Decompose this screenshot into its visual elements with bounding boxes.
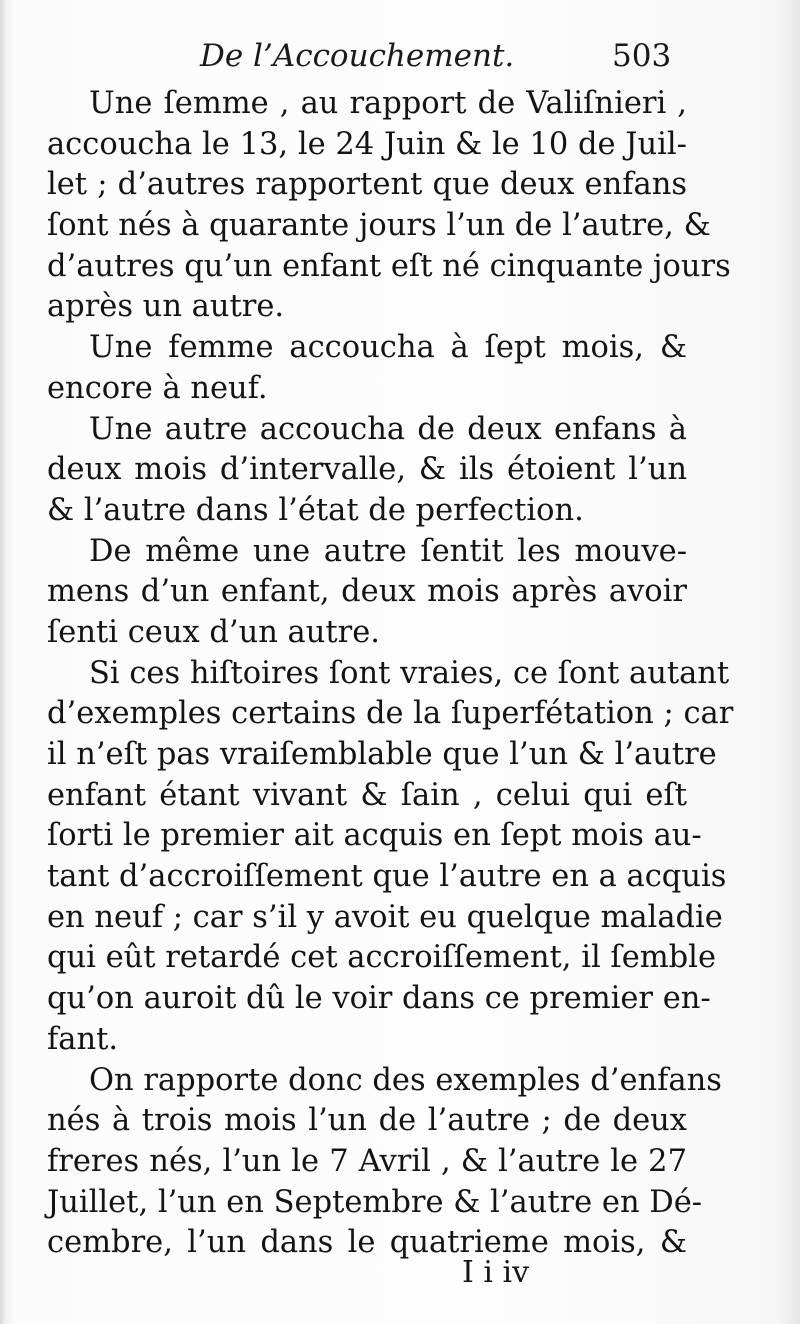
page-header bbox=[0, 38, 800, 88]
text-line: enfant étant vivant & ſain , celui qui eſt bbox=[47, 777, 687, 813]
text-line: après un autre. bbox=[47, 289, 285, 325]
text-line: fant. bbox=[47, 1021, 119, 1057]
text-line: d’exemples certains de la ſuperfétation ; car bbox=[47, 696, 734, 732]
text-line: mens d’un enfant, deux mois après avoir bbox=[47, 574, 687, 610]
text-line: Une femme accoucha à ſept mois, & bbox=[89, 330, 687, 366]
text-line: Une autre accoucha de deux enfans à bbox=[89, 411, 687, 447]
text-line: freres nés, l’un le 7 Avril , & l’autre le 27 bbox=[47, 1143, 687, 1179]
text-line: Si ces hiſtoires ſont vraies, ce ſont autant bbox=[89, 655, 730, 691]
text-line: De même une autre ſentit les mouve- bbox=[89, 533, 687, 569]
text-line: en neuf ; car s’il y avoit eu quelque maladie bbox=[47, 899, 723, 935]
text-line: deux mois d’intervalle, & ils étoient l’un bbox=[47, 452, 687, 488]
text-line: & l’autre dans l’état de perfection. bbox=[47, 492, 584, 528]
text-line: cembre, l’un dans le quatrieme mois, & bbox=[47, 1225, 687, 1261]
text-line: encore à neuf. bbox=[47, 370, 268, 406]
text-line: Une ſemme , au rapport de Valiſnieri , bbox=[89, 86, 687, 121]
text-line: ſont nés à quarante jours l’un de l’autre, & bbox=[47, 208, 711, 244]
body-text bbox=[47, 84, 734, 1264]
text-line: On rapporte donc des exemples d’enfans bbox=[89, 1062, 722, 1098]
text-line: qui eût retardé cet accroiſſement, il ſemble bbox=[47, 940, 716, 976]
text-line: Juillet, l’un en Septembre & l’autre en Dé- bbox=[47, 1184, 703, 1220]
text-line: ſenti ceux d’un autre. bbox=[47, 614, 380, 650]
signature-mark: I i iv bbox=[462, 1255, 530, 1290]
text-line: accoucha le 13, le 24 Juin & le 10 de Juil- bbox=[47, 126, 687, 162]
text-line: il n’eſt pas vraiſemblable que l’un & l’autre bbox=[47, 737, 717, 772]
text-line: tant d’accroiſſement que l’autre en a acquis bbox=[47, 859, 727, 895]
text-line: nés à trois mois l’un de l’autre ; de deux bbox=[47, 1103, 687, 1139]
text-line: qu’on auroit dû le voir dans ce premier en- bbox=[47, 981, 711, 1017]
text-line: d’autres qu’un enfant eſt né cinquante jours bbox=[47, 248, 731, 284]
page-number: 503 bbox=[612, 38, 672, 74]
running-title: De l’Accouchement. bbox=[200, 38, 515, 74]
text-line: let ; d’autres rapportent que deux enfans bbox=[47, 167, 687, 203]
text-line: ſorti le premier ait acquis en ſept mois au- bbox=[47, 818, 702, 854]
